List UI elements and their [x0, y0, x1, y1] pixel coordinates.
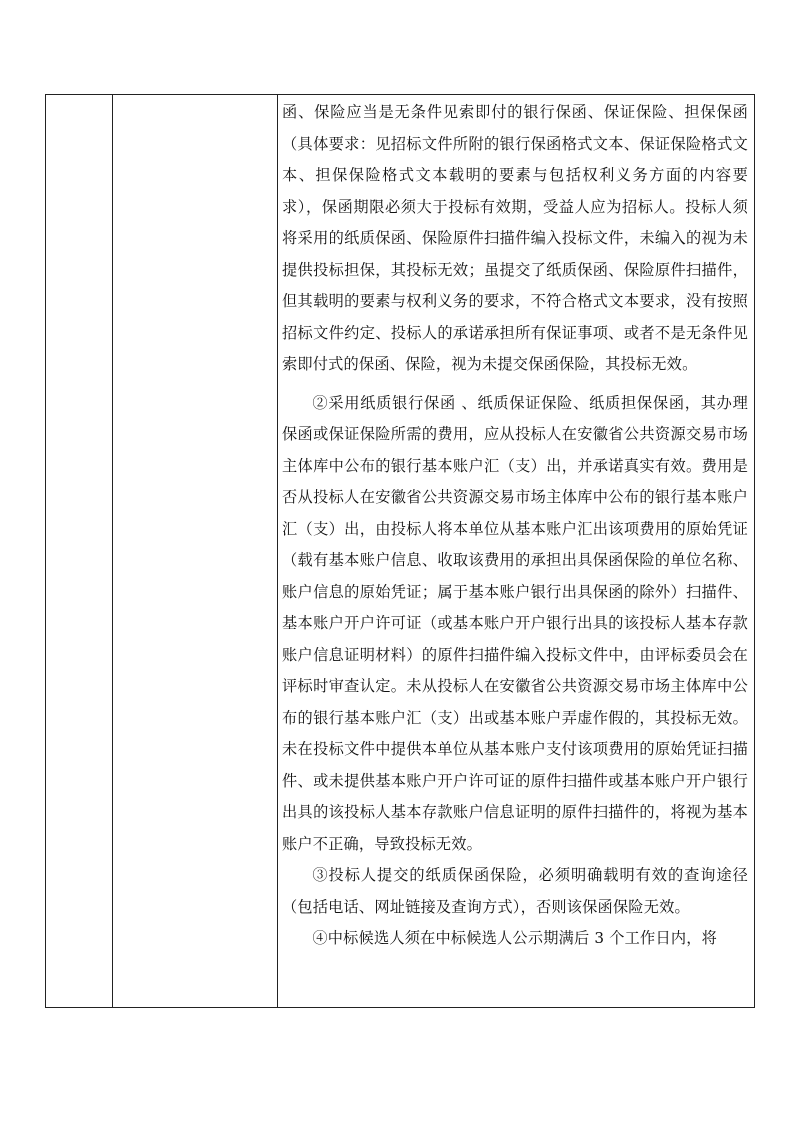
table-row	[46, 95, 755, 1008]
paragraph-query-channel: ③投标人提交的纸质保函保险，必须明确载明有效的查询途径（包括电话、网址链接及查询方式），否则该保函保险无效。	[282, 866, 748, 916]
content-text-block	[278, 95, 754, 955]
table-cell-index	[46, 95, 113, 1008]
table-cell-item	[113, 95, 278, 1008]
document-table	[45, 94, 755, 1008]
paragraph-guarantee-requirements: 函、保险应当是无条件见索即付的银行保函、保证保险、担保保函（具体要求：见招标文件所附的银行保函格式文本、保证保险格式文本、担保保险格式文本载明的要素与包括权利义务方面的内容要求），保函期限必须大于投标有效期，受益人应为招标人。投标人须将采用的纸质保函、保险原件扫描件编入投标文件，未编入的视为未提供投标担保，其投标无效；虽提交了纸质保函、保险原件扫描件，但其载明的要素与权利义务的要求，不符合格式文本要求，没有按照招标文件约定、投标人的承诺承担所有保证事项、或者不是无条件见索即付式的保函、保险，视为未提交保函保险，其投标无效。	[282, 103, 748, 373]
paragraph-winning-candidate: ④中标候选人须在中标候选人公示期满后 3 个工作日内，将	[312, 929, 717, 947]
paragraph-fee-basic-account: ②采用纸质银行保函 、纸质保证保险、纸质担保保函，其办理保函或保证保险所需的费用，应从投标人在安徽省公共资源交易市场主体库中公布的银行基本账户汇（支）出，并承诺真实有效。费用是否从投标人在安徽省公共资源交易市场主体库中公布的银行基本账户汇（支）出，由投标人将本单位从基本账户汇出该项费用的原始凭证（载有基本账户信息、收取该费用的承担出具保函保险的单位名称、账户信息的原始凭证；属于基本账户银行出具保函的除外）扫描件、基本账户开户许可证（或基本账户开户银行出具的该投标人基本存款账户信息证明材料）的原件扫描件编入投标文件中，由评标委员会在评标时审查认定。未从投标人在安徽省公共资源交易市场主体库中公布的银行基本账户汇（支）出或基本账户弄虚作假的，其投标无效。未在投标文件中提供本单位从基本账户支付该项费用的原始凭证扫描件、或未提供基本账户开户许可证的原件扫描件或基本账户开户银行出具的该投标人基本存款账户信息证明的原件扫描件的，将视为基本账户不正确，导致投标无效。	[282, 393, 748, 853]
table-cell-content	[278, 95, 755, 1008]
